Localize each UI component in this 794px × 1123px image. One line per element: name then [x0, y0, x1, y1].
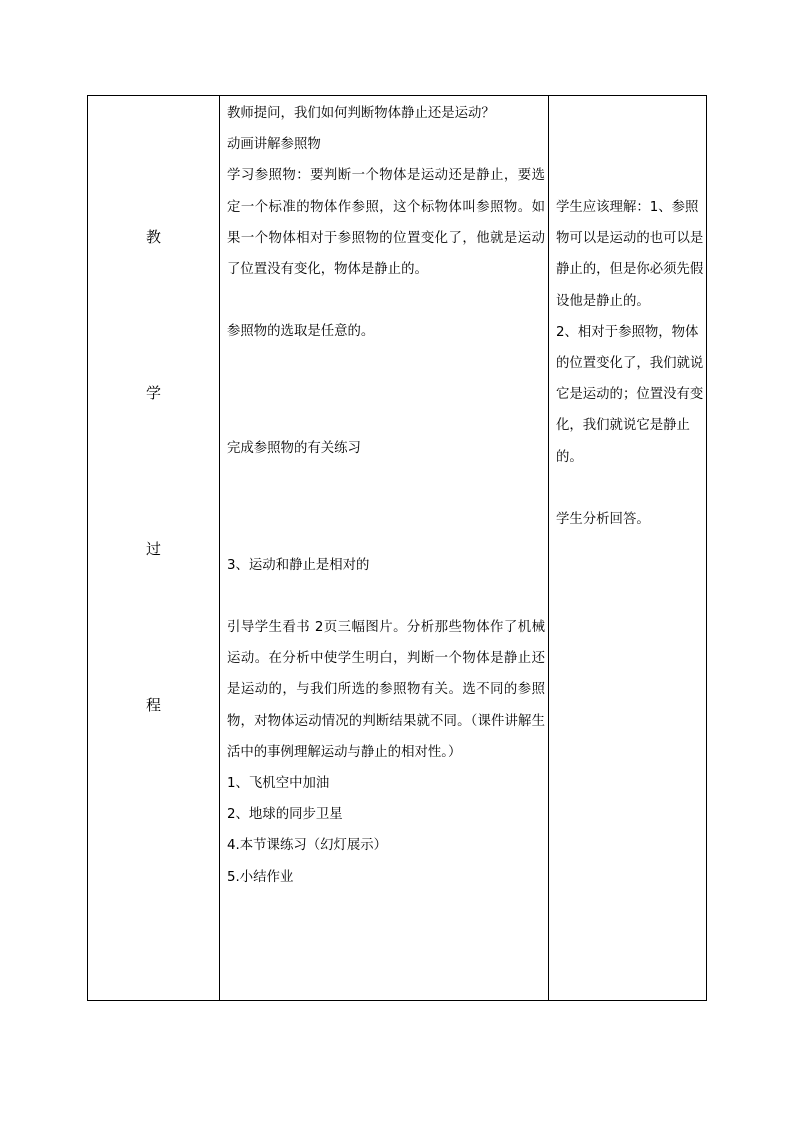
lesson-table [87, 95, 707, 1001]
summary-item: 5.小结作业 [227, 869, 294, 885]
animation-note: 动画讲解参照物 [227, 137, 321, 153]
student-notes [556, 192, 706, 535]
section-char-cheng: 程 [145, 696, 161, 714]
exercise-item: 4.本节课练习（幻灯展示） [227, 838, 388, 854]
column-divider-left [219, 96, 220, 1000]
example-1: 1、飞机空中加油 [227, 775, 330, 791]
exercise-note: 完成参照物的有关练习 [227, 440, 361, 456]
reference-definition: 学习参照物：要判断一个物体是运动还是静止，要选定一个标准的物体作参照，这个标物体叫参照物。如果一个物体相对于参照物的位置变化了，他就是运动了位置没有变化，物体是静止的。 [227, 168, 545, 278]
student-understanding-1: 学生应该理解：1、参照物可以是运动的也可以是静止的，但是你必须先假设他是静止的。 [556, 200, 704, 309]
teacher-question: 教师提问，我们如何判断物体静止还是运动？ [227, 106, 495, 121]
section-char-guo: 过 [145, 540, 161, 558]
teaching-content [227, 98, 545, 893]
section-3-heading: 3、运动和静止是相对的 [227, 557, 370, 573]
reference-arbitrary: 参照物的选取是任意的。 [227, 324, 375, 340]
textbook-guidance: 引导学生看书 2页三幅图片。分析那些物体作了机械运动。在分析中使学生明白，判断一个物体是静止还是运动的，与我们所选的参照物有关。选不同的参照物，对物体运动情况的判断结果就不同。（课件讲解生活中的事例理解运动与静止的相对性。） [227, 619, 545, 760]
student-understanding-2: 2、相对于参照物，物体的位置变化了，我们就说它是运动的；位置没有变化，我们就说它是静止的。 [556, 324, 704, 465]
column-divider-right [548, 96, 549, 1000]
example-2: 2、地球的同步卫星 [227, 807, 343, 823]
section-char-xue: 学 [145, 384, 161, 402]
student-answer: 学生分析回答。 [556, 512, 650, 528]
section-char-jiao: 教 [145, 228, 161, 246]
